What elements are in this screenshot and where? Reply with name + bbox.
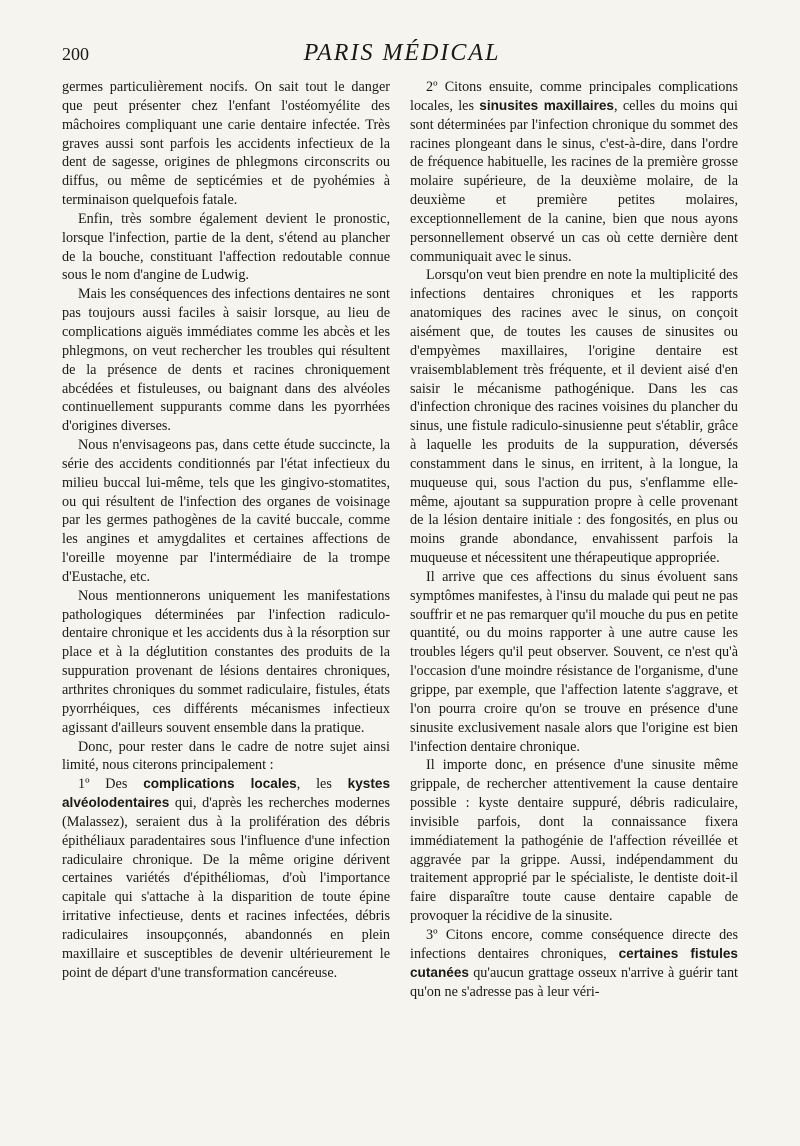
running-title: PARIS MÉDICAL [303,40,501,66]
text-run: qui, d'après les recherches modernes (Malassez), seraient dus à la prolifération des débris épithéliaux paradentaires sous l'influence d'une infection radiculaire chronique. De la même origine dérivent certaines variétés d'épithéliomas, d'où l'importance capitale qui s'attache à la disparition de toute épine irritative infectieuse, dents et racines infectées, débris radiculaires insoupçonnés, abandonnés en plein maxillaire et susceptibles de devenir ultérieurement le point de départ d'une transformation cancéreuse. [62,795,390,981]
paragraph: germes particulièrement nocifs. On sait tout le danger que peut présenter chez l'enfant l'ostéomyélite des mâchoires compliquant une carie dentaire infectée. Très graves aussi sont parfois les accidents infectieux de la dent de sagesse, origines de phlegmons circonscrits ou diffus, ou même de septicémies et de pyohémies à terminaison quelquefois fatale. [62,79,390,209]
bold-term: kystes alvéolodentaires [62,776,390,811]
paragraph: Il importe donc, en présence d'une sinusite même grippale, de rechercher attentivement la cause dentaire possible : kyste dentaire suppuré, débris radiculaire, invisible parfois, dont la connaissance fixera immédiatement la pathogénie de l'affection réveillée et aggravée par la grippe. Aussi, indépendamment du traitement approprié par le spécialiste, le dentiste doit-il faire disparaître toute cause dentaire capable de provoquer la récidive de la sinusite. [410,757,738,925]
paragraph: Mais les conséquences des infections dentaires ne sont pas toujours aussi faciles à saisir lorsque, au lieu de complications aiguës immédiates comme les abcès et les phlegmons, on veut rechercher les troubles qui résultent de la présence de dents et racines chroniquement abcédées et fistuleuses, ou baignant dans des alvéoles continuellement suppurants comme dans les pyorrhées d'origines diverses. [62,286,390,435]
paragraph: Nous n'envisageons pas, dans cette étude succincte, la série des accidents conditionnés par l'état infectieux du milieu buccal lui-même, tels que les gingivo-stomatites, ou qui résultent de l'infection des organes de voisinage par les germes pathogènes de la cavité buccale, comme les angines et amygdalites et certaines affections de l'oreille moyenne par l'intermédiaire de la trompe d'Eustache, etc. [62,437,390,585]
text-run: 1º Des [78,776,144,793]
paragraph-local-complications [62,775,390,982]
text-run: 2º Citons ensuite, comme principales complications locales, les [410,79,738,114]
paragraph: Lorsqu'on veut bien prendre en note la multiplicité des infections dentaires chroniques et les rapports anatomiques des racines avec le sinus, on conçoit aisément que, de toutes les causes de sinusites ou d'empyèmes maxillaires, l'origine dentaire est vraisemblablement très fréquente, et il devient aisé d'en saisir le mécanisme pathogénique. Dans les cas d'infection chronique des racines voisines du plancher du sinus, une fistule radiculo-sinusienne peut s'établir, grâce à laquelle les produits de la suppuration, déversés constamment dans le sinus, en irritent, à la longue, la muqueuse qui, sous l'action du pus, s'enflamme elle-même, ajoutant sa suppuration propre à celle provenant de la lésion dentaire initiale : des fongosités, en plus ou moins grande abondance, envahissent parfois la muqueuse et nécessitent une thérapeutique appropriée. [410,267,738,567]
paragraph: Donc, pour rester dans le cadre de notre sujet ainsi limité, nous citerons principalement : [62,738,390,774]
text-run: qu'aucun grattage osseux n'arrive à guérir tant qu'on ne s'adresse pas à leur véri- [410,964,738,1000]
text-run: 3º Citons encore, comme conséquence directe des infections dentaires chroniques, [410,926,738,962]
right-column [410,78,738,1001]
paragraph: Enfin, très sombre également devient le pronostic, lorsque l'infection, partie de la dent, s'étend au plancher de la bouche, constituant l'affection redoutable connue sous le nom d'angine de Ludwig. [62,210,390,284]
paragraph: Il arrive que ces affections du sinus évoluent sans symptômes manifestes, à l'insu du malade qui peut ne pas souffrir et ne pas remarquer qu'il mouche du pus en petite quantité, ou du moins rapporter à une autre cause les troubles légers qu'il peut observer. Souvent, ce n'est qu'à l'occasion d'une moindre résistance de l'organisme, d'une grippe, par exemple, que l'affection latente s'aggrave, et l'on pourra croire qu'on se trouve en présence d'une sinusite exclusivement nasale alors que l'origine est bien l'infection dentaire chronique. [410,568,738,755]
paragraph-fistulas [410,926,738,1001]
bold-term: complications locales [143,776,297,792]
page-number: 200 [62,44,89,64]
bold-term: sinusites maxillaires [479,97,614,113]
bold-term: certaines fistules cutanées [410,945,738,980]
paragraph-sinusitis [410,78,738,266]
text-run: , les [296,776,348,793]
text-run: , celles du moins qui sont déterminées par l'infection chronique du sommet des racines plongeant dans le sinus, c'est-à-dire, dans l'ordre de fréquence habituelle, les racines de la première grosse molaire supérieure, de la deuxième molaire, de la deuxième et première petites molaires, exceptionnellement de la canine, bien que nous ayons personnellement observé un cas où cette dernière dent communiquait avec le sinus. [410,97,738,265]
page-header [62,40,742,70]
paragraph: Nous mentionnerons uniquement les manifestations pathologiques déterminées par l'infection radiculo-dentaire chronique et les accidents dus à la résorption sur place et à la déglutition constantes des produits de la suppuration provenant de lésions dentaires chroniques, arthrites chroniques du sommet radiculaire, fistules, états pyorrhéiques, ces différents mécanismes infectieux agissant d'ailleurs souvent ensemble dans la pratique. [62,587,390,736]
left-column [62,78,390,983]
